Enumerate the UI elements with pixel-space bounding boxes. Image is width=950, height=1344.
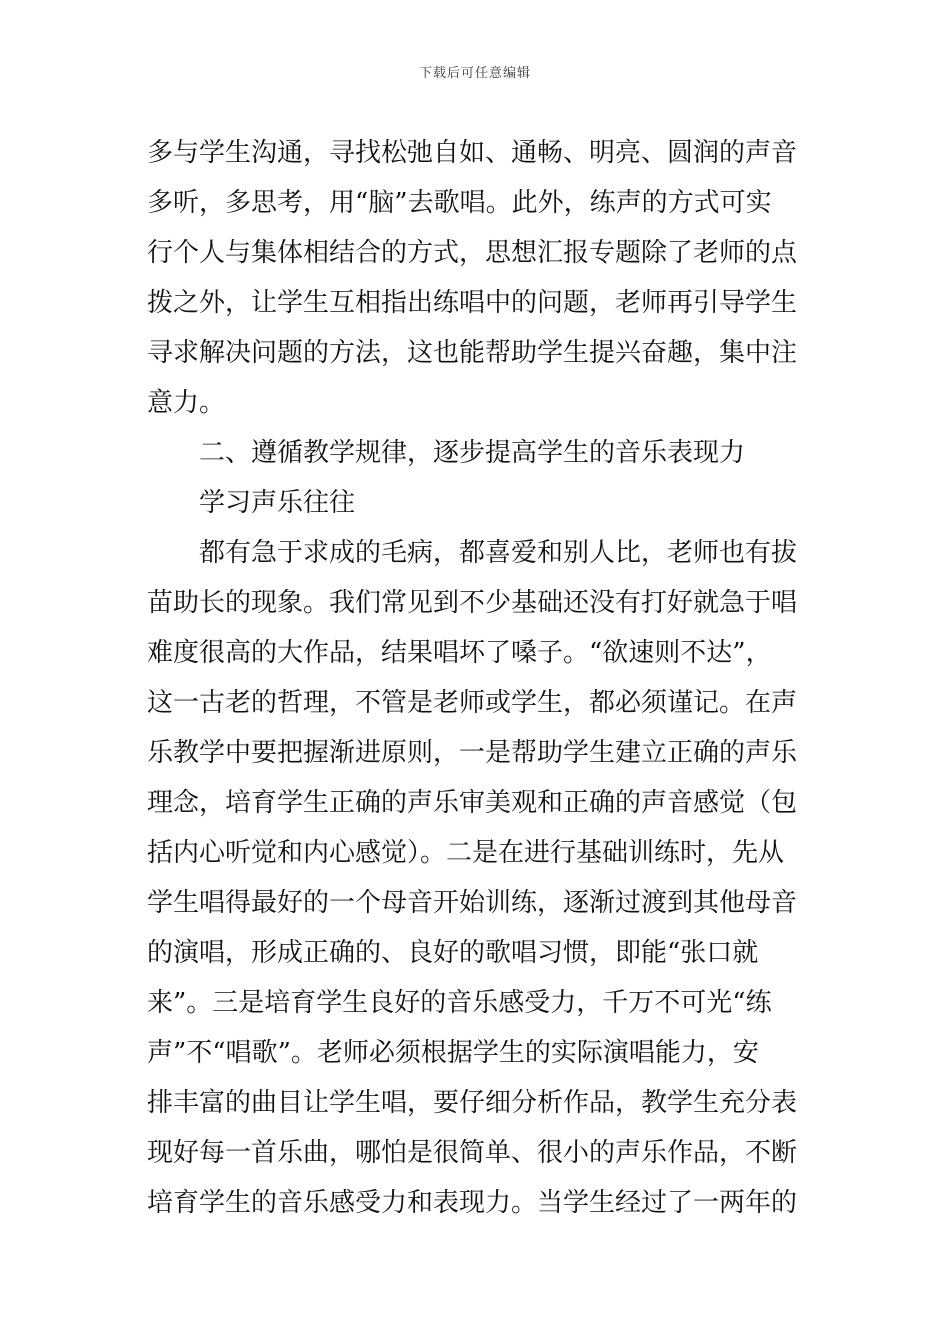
- text-line: 理念，培育学生正确的声乐审美观和正确的声音感觉（包: [147, 788, 798, 818]
- text-line: 乐教学中要把握渐进原则，一是帮助学生建立正确的声乐: [147, 738, 798, 768]
- text-line: 培育学生的音乐感受力和表现力。当学生经过了一两年的: [147, 1188, 798, 1218]
- text-line: 拨之外，让学生互相指出练唱中的问题，老师再引导学生: [147, 288, 798, 318]
- text-line: 学生唱得最好的一个母音开始训练，逐渐过渡到其他母音: [147, 888, 798, 918]
- text-line: 难度很高的大作品，结果唱坏了嗓子。“欲速则不达”，: [147, 638, 772, 668]
- text-line: 来”。三是培育学生良好的音乐感受力，千万不可光“练: [147, 988, 772, 1018]
- text-line: 都有急于求成的毛病，都喜爱和别人比，老师也有拔: [199, 538, 798, 568]
- section-heading: 二、遵循教学规律，逐步提高学生的音乐表现力: [199, 438, 746, 468]
- text-line: 排丰富的曲目让学生唱，要仔细分析作品，教学生充分表: [147, 1088, 798, 1118]
- page-header: 下载后可任意编辑: [418, 66, 531, 81]
- document-body: [147, 128, 812, 1228]
- text-line: 这一古老的哲理，不管是老师或学生，都必须谨记。在声: [147, 688, 798, 718]
- text-line: 声”不“唱歌”。老师必须根据学生的实际演唱能力，安: [147, 1038, 759, 1068]
- text-line: 的演唱，形成正确的、良好的歌唱习惯，即能“张口就: [147, 938, 759, 968]
- text-line: 括内心听觉和内心感觉）。二是在进行基础训练时，先从: [147, 838, 785, 868]
- text-line: 学习声乐往往: [199, 488, 356, 518]
- text-line: 意力。: [147, 388, 226, 418]
- text-line: 苗助长的现象。我们常见到不少基础还没有打好就急于唱: [147, 588, 798, 618]
- text-line: 现好每一首乐曲，哪怕是很简单、很小的声乐作品，不断: [147, 1138, 798, 1168]
- text-line: 多与学生沟通，寻找松弛自如、通畅、明亮、圆润的声音: [147, 138, 798, 168]
- text-line: 行个人与集体相结合的方式，思想汇报专题除了老师的点: [147, 238, 798, 268]
- text-line: 多听，多思考，用“脑”去歌唱。此外，练声的方式可实: [147, 188, 772, 218]
- text-line: 寻求解决问题的方法，这也能帮助学生提兴奋趣，集中注: [147, 338, 798, 368]
